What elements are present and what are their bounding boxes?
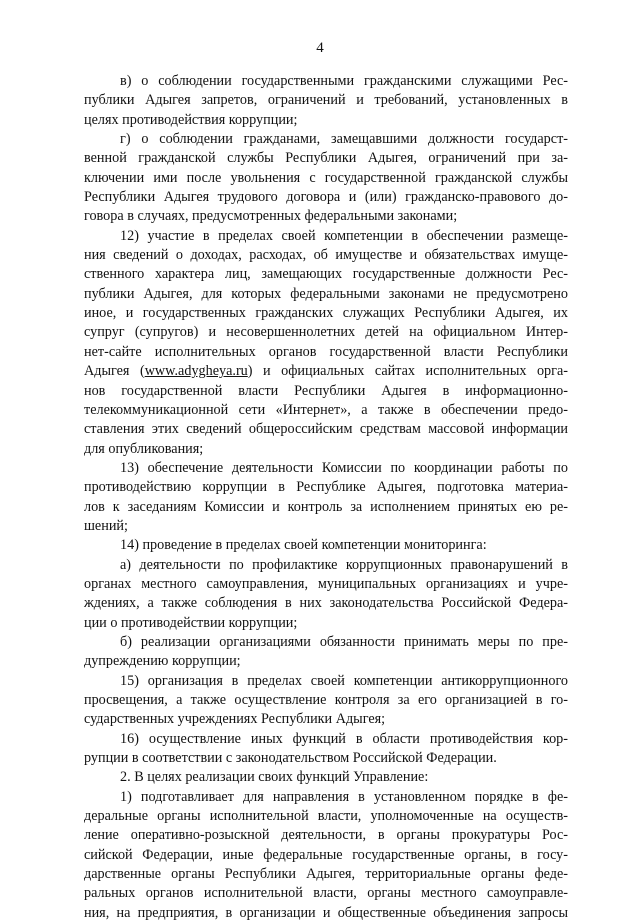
text-line: сударственных учреждениях Республики Адыгея; <box>84 711 386 728</box>
text-line: в) о соблюдении государственными гражданскими служащими Рес- <box>120 73 568 89</box>
text-line: просвещения, а также осуществление контроля за его организацией в го- <box>84 692 568 708</box>
text-line: рупции в соответствии с законодательством Российской Федерации. <box>84 750 497 767</box>
text-line: ставления этих сведений общероссийским средствам массовой информации <box>84 421 568 438</box>
text-line: шений; <box>84 517 128 534</box>
text-line: лов к заседаниям Комиссии и контроль за исполнением принятых ею ре- <box>84 498 568 515</box>
text-line: ции о противодействии коррупции; <box>84 614 298 631</box>
text-line: 12) участие в пределах своей компетенции в обеспечении размеще- <box>120 227 568 244</box>
text-line: для опубликования; <box>84 440 204 457</box>
text-line: иное, и государственных гражданских служащих Республики Адыгея, их <box>84 305 568 322</box>
text-line: деральные органы исполнительной власти, уполномоченные на осуществ- <box>84 808 568 825</box>
text-line: ление оперативно-розыскной деятельности, в органы прокуратуры Рос- <box>84 827 568 844</box>
text-line: 14) проведение в пределах своей компетенции мониторинга: <box>120 537 487 554</box>
text-line: ключении ими после увольнения с государственной гражданской службы <box>84 169 568 186</box>
text-line: нов государственной власти Республики Адыгея в информационно- <box>84 382 568 399</box>
text-line-part: Адыгея ( <box>84 363 145 380</box>
text-line: говора в случаях, предусмотренных федеральными законами; <box>84 208 458 225</box>
text-line: противодействию коррупции в Республике Адыгея, подготовка материа- <box>84 479 568 496</box>
text-line: публики Адыгея запретов, ограничений и требований, установленных в <box>84 92 568 109</box>
text-line: целях противодействия коррупции; <box>84 111 298 128</box>
text-line: 16) осуществление иных функций в области противодействия кор- <box>120 730 568 747</box>
text-line: дупреждению коррупции; <box>84 653 241 670</box>
text-line: б) реализации организациями обязанности принимать меры по пре- <box>120 633 568 650</box>
page-number: 4 <box>316 40 324 56</box>
text-line <box>84 362 568 381</box>
text-line-part: ) и официальных сайтах исполнительных орга- <box>247 363 568 380</box>
text-line: органах местного самоуправления, муниципальных организациях и учре- <box>84 575 568 592</box>
text-line: публики Адыгея, для которых федеральными законами не предусмотрено <box>84 285 568 302</box>
text-line: нет-сайте исполнительных органов государственной власти Республики <box>84 343 568 360</box>
text-line: ральных органов исполнительной власти, органы местного самоуправле- <box>84 885 568 902</box>
text-line: г) о соблюдении гражданами, замещавшими должности государст- <box>120 131 568 148</box>
website-link[interactable]: www.adygheya.ru <box>144 363 248 380</box>
text-line: ния, на предприятия, в организации и общественные объединения запросы <box>84 904 568 921</box>
text-line: сийской Федерации, иные федеральные государственные органы, в госу- <box>84 846 568 863</box>
text-line: ния сведений о доходах, расходах, об имуществе и обязательствах имуще- <box>84 247 568 264</box>
text-line: 15) организация в пределах своей компетенции антикоррупционного <box>120 672 568 689</box>
text-line: супруг (супругов) и несовершеннолетних детей на официальном Интер- <box>84 324 568 341</box>
text-line: а) деятельности по профилактике коррупционных правонарушений в <box>120 556 568 573</box>
text-line: Республики Адыгея трудового договора и (или) гражданско-правового до- <box>84 189 568 206</box>
text-line: венной гражданской службы Республики Адыгея, ограничений при за- <box>84 150 568 167</box>
document-body <box>84 72 568 923</box>
text-line: телекоммуникационной сети «Интернет», а также в обеспечении предо- <box>84 401 568 418</box>
text-line: 1) подготавливает для направления в установленном порядке в фе- <box>120 788 568 805</box>
text-line: 13) обеспечение деятельности Комиссии по координации работы по <box>120 459 568 476</box>
text-line: ждениях, а также соблюдения в них законодательства Российской Федера- <box>84 595 568 612</box>
text-line: дарственные органы Республики Адыгея, территориальные органы феде- <box>84 866 568 883</box>
text-line: ственного характера лиц, замещающих государственные должности Рес- <box>84 266 568 283</box>
text-line: 2. В целях реализации своих функций Управление: <box>120 769 429 786</box>
